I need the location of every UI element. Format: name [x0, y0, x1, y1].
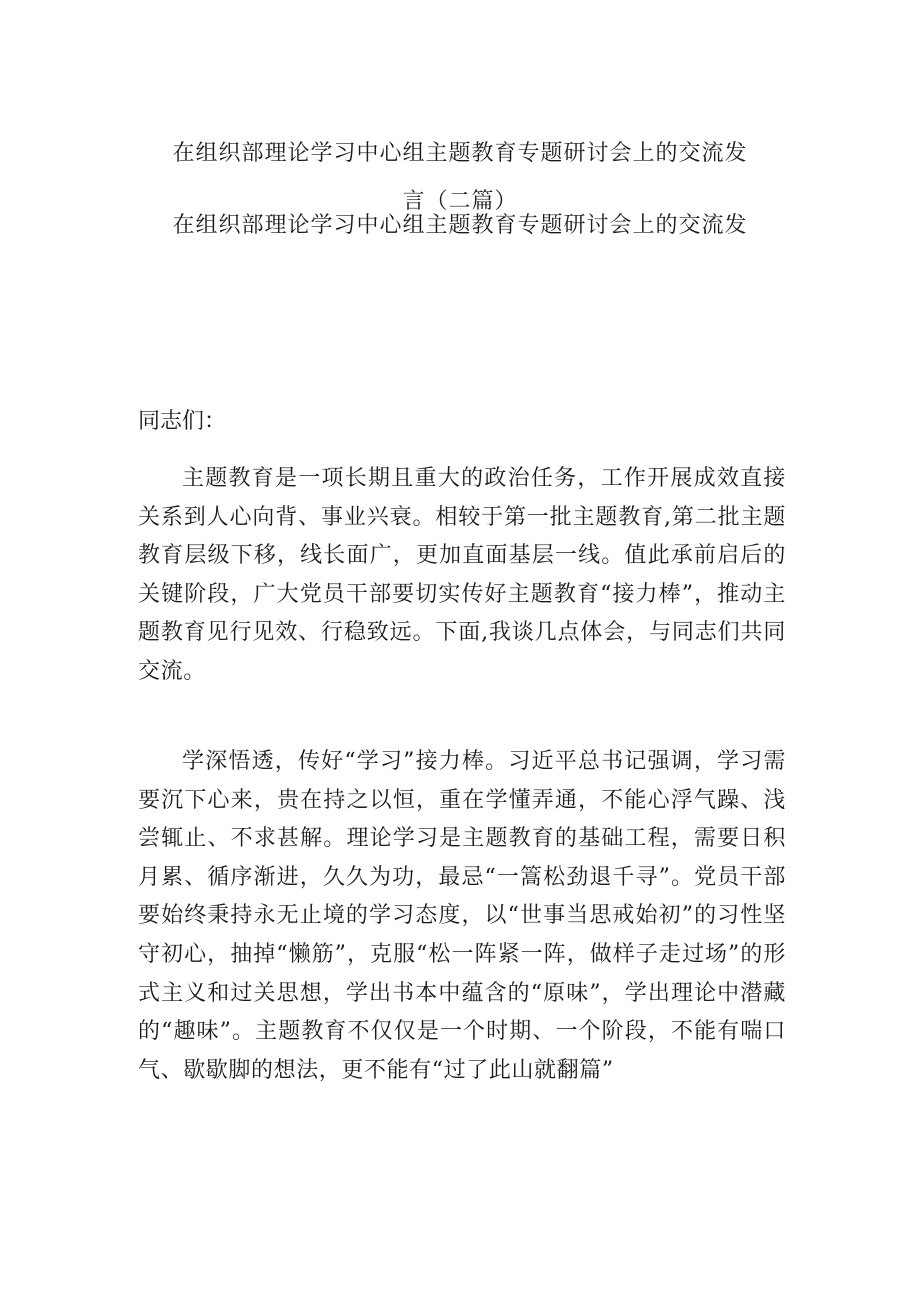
document-title-line-2: 言（二篇） [402, 189, 518, 214]
document-title-line-1: 在组织部理论学习中心组主题教育专题研讨会上的交流发 [172, 141, 748, 166]
body-paragraph-1: 主题教育是一项长期且重大的政治任务，工作开展成效直接关系到人心向背、事业兴衰。相较于第一批主题教育,第二批主题教育层级下移，线长面广，更加直面基层一线。值此承前启后的关键阶段，广大党员干部要切实传好主题教育“接力棒”，推动主题教育见行见效、行稳致远。下面,我谈几点体会，与同志们共同交流。 [138, 466, 786, 684]
document-subtitle: 在组织部理论学习中心组主题教育专题研讨会上的交流发 [172, 213, 748, 238]
body-paragraph-2: 学深悟透，传好“学习”接力棒。习近平总书记强调，学习需要沉下心来，贵在持之以恒，重在学懂弄通，不能心浮气躁、浅尝辄止、不求甚解。理论学习是主题教育的基础工程，需要日积月累、循序渐进，久久为功，最忌“一篙松劲退千寻”。党员干部要始终秉持永无止境的学习态度，以“世事当思戒始初”的习性坚守初心，抽掉“懒筋”，克服“松一阵紧一阵，做样子走过场”的形式主义和过关思想，学出书本中蕴含的“原味”，学出理论中潜藏的“趣味”。主题教育不仅仅是一个时期、一个阶段，不能有喘口气、歇歇脚的想法，更不能有“过了此山就翻篇” [138, 749, 786, 1083]
salutation: 同志们： [138, 409, 227, 434]
